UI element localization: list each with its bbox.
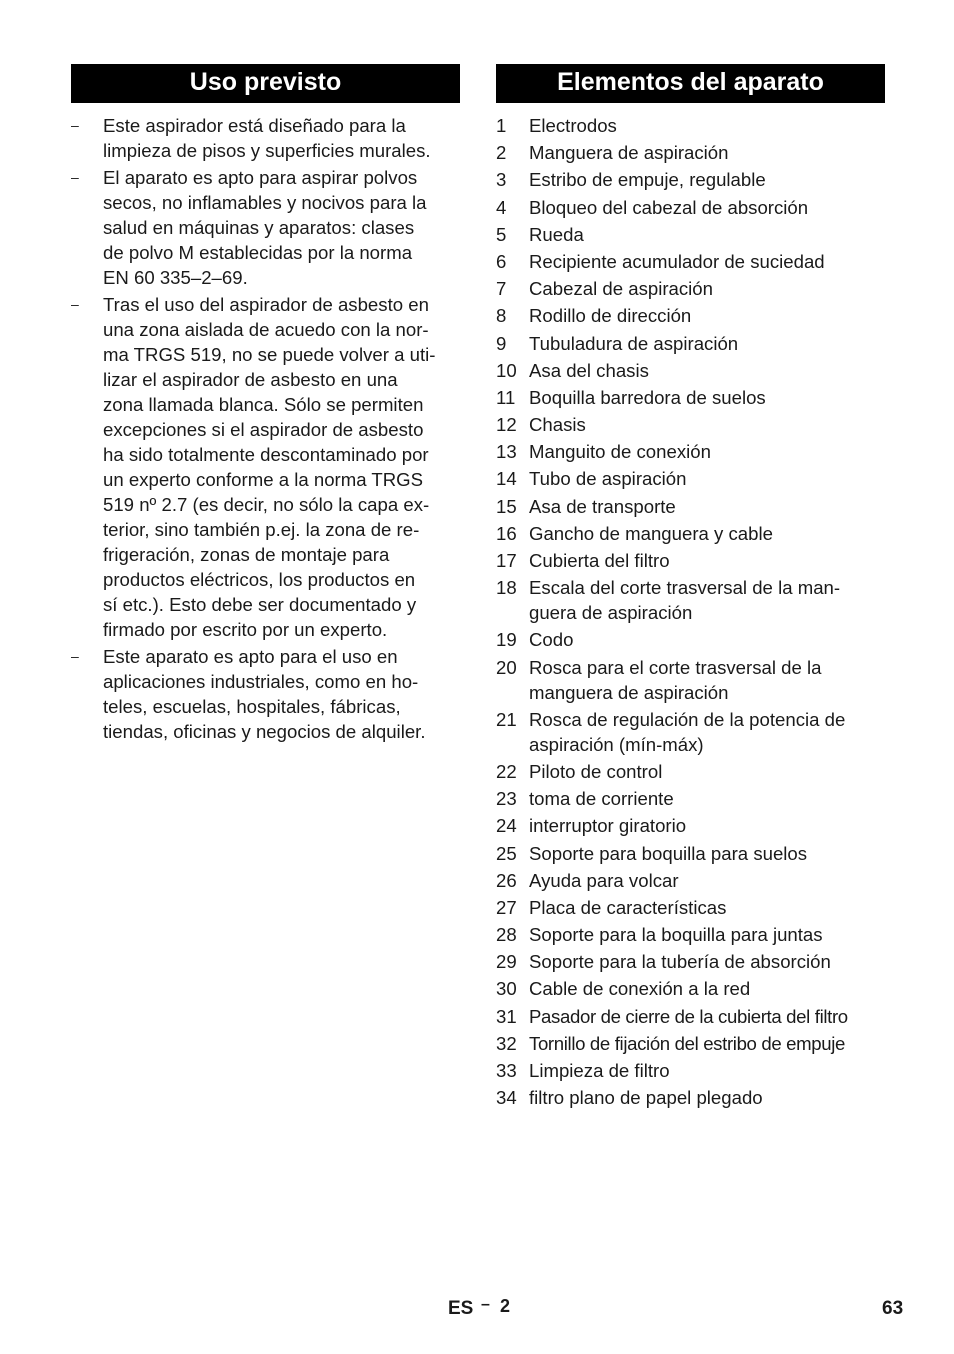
elemento-item	[496, 976, 885, 1001]
elemento-label-line: filtro plano de papel plegado	[529, 1087, 763, 1109]
uso-previsto-item-line: secos, no inflamables y nocivos para la	[103, 192, 427, 213]
elemento-item	[496, 922, 885, 947]
uso-previsto-item-line: excepciones si el aspirador de asbesto	[103, 419, 424, 440]
uso-previsto-item-line: tiendas, oficinas y negocios de alquiler.	[103, 721, 426, 742]
elemento-label-line: toma de corriente	[529, 788, 674, 810]
elementos-column	[496, 64, 885, 1112]
uso-previsto-item-line: salud en máquinas y aparatos: clases	[103, 217, 415, 238]
elemento-item	[496, 627, 885, 652]
elemento-item	[496, 868, 885, 893]
elemento-label-line: Tubuladura de aspiración	[529, 332, 739, 354]
elemento-number: 33	[496, 1060, 517, 1081]
elemento-item	[496, 140, 885, 165]
footer-section-page: 2	[500, 1296, 511, 1316]
elemento-number: 21	[496, 708, 517, 730]
elemento-number: 10	[496, 359, 517, 381]
elemento-label-line: Manguito de conexión	[529, 441, 711, 463]
elemento-label-line: Pasador de cierre de la cubierta del filtro	[529, 1005, 848, 1027]
elemento-item	[496, 303, 885, 328]
elemento-number: 22	[496, 760, 517, 782]
elemento-label-line: Rodillo de dirección	[529, 305, 692, 327]
elemento-number: 24	[496, 815, 517, 837]
uso-previsto-item	[71, 292, 460, 642]
elemento-number: 1	[496, 115, 507, 136]
footer-separator: –	[481, 1296, 490, 1313]
elemento-item	[496, 385, 885, 410]
elemento-item	[496, 276, 885, 301]
elemento-number: 9	[496, 332, 507, 354]
elemento-item	[496, 786, 885, 811]
footer-language-code: ES	[448, 1298, 474, 1319]
uso-previsto-item-line: firmado por escrito por un experto.	[103, 619, 388, 640]
elemento-number: 14	[496, 468, 517, 490]
bullet-dash: –	[71, 169, 79, 185]
elemento-label-line: Escala del corte trasversal de la man-	[529, 577, 841, 599]
elemento-label-line: Recipiente acumulador de suciedad	[529, 250, 825, 272]
elemento-number: 27	[496, 896, 517, 918]
uso-previsto-item	[71, 644, 460, 744]
elemento-item	[496, 1031, 885, 1056]
elemento-label-line: Cabezal de aspiración	[529, 278, 713, 300]
elemento-item	[496, 841, 885, 866]
elemento-label-line: Placa de características	[529, 896, 727, 918]
elemento-label-line: Tornillo de fijación del estribo de empuje	[529, 1032, 846, 1054]
elemento-item	[496, 113, 885, 138]
elemento-label-line: Codo	[529, 629, 574, 651]
uso-previsto-item-line: zona llamada blanca. Sólo se permiten	[103, 394, 424, 415]
elemento-item	[496, 813, 885, 838]
uso-previsto-item-line: aplicaciones industriales, como en ho-	[103, 671, 419, 692]
uso-previsto-heading: Uso previsto	[71, 64, 460, 103]
elemento-number: 28	[496, 924, 517, 946]
elemento-number: 5	[496, 223, 507, 245]
bullet-dash: –	[71, 117, 79, 133]
elemento-item	[496, 195, 885, 220]
uso-previsto-item-line: ha sido totalmente descontaminado por	[103, 444, 429, 465]
elemento-label-line: Soporte para la tubería de absorción	[529, 951, 831, 973]
uso-previsto-item	[71, 165, 460, 290]
elemento-item	[496, 1058, 885, 1083]
bullet-dash: –	[71, 296, 79, 312]
elemento-item	[496, 167, 885, 192]
uso-previsto-item-line: 519 nº 2.7 (es decir, no sólo la capa ex-	[103, 494, 430, 515]
elemento-label-line: guera de aspiración	[529, 602, 693, 624]
elemento-item	[496, 521, 885, 546]
elemento-number: 19	[496, 629, 517, 651]
elemento-item	[496, 707, 885, 757]
elemento-label-line: Boquilla barredora de suelos	[529, 386, 766, 408]
uso-previsto-item-line: teles, escuelas, hospitales, fábricas,	[103, 696, 401, 717]
elemento-label-line: Asa de transporte	[529, 495, 676, 517]
uso-previsto-item-line: Este aspirador está diseñado para la	[103, 115, 406, 136]
uso-previsto-item-line: de polvo M establecidas por la norma	[103, 242, 413, 263]
uso-previsto-item-line: terior, sino también p.ej. la zona de re-	[103, 519, 420, 540]
elemento-number: 30	[496, 978, 517, 1000]
elemento-label-line: aspiración (mín-máx)	[529, 733, 704, 755]
elemento-number: 20	[496, 656, 517, 678]
elemento-number: 29	[496, 951, 517, 973]
elemento-label-line: Tubo de aspiración	[529, 468, 687, 490]
uso-previsto-item-line: Este aparato es apto para el uso en	[103, 646, 398, 667]
uso-previsto-item-line: una zona aislada de acuedo con la nor-	[103, 319, 429, 340]
elemento-number: 18	[496, 577, 517, 599]
elementos-list	[496, 113, 885, 1110]
uso-previsto-item-line: lizar el aspirador de asbesto en una	[103, 369, 398, 390]
elemento-item	[496, 759, 885, 784]
elemento-label-line: Asa del chasis	[529, 359, 649, 381]
elemento-label-line: manguera de aspiración	[529, 681, 729, 703]
elemento-number: 12	[496, 414, 517, 436]
elemento-number: 15	[496, 495, 517, 517]
elemento-item	[496, 439, 885, 464]
uso-previsto-item-line: EN 60 335–2–69.	[103, 267, 248, 288]
elemento-label-line: Soporte para boquilla para suelos	[529, 842, 808, 864]
elemento-label-line: Estribo de empuje, regulable	[529, 169, 766, 191]
elemento-number: 13	[496, 441, 517, 463]
elemento-item	[496, 466, 885, 491]
uso-previsto-item-line: sí etc.). Esto debe ser documentado y	[103, 594, 417, 615]
elemento-item	[496, 249, 885, 274]
elemento-label-line: Rosca de regulación de la potencia de	[529, 708, 846, 730]
elemento-number: 3	[496, 169, 507, 191]
elemento-item	[496, 494, 885, 519]
elemento-item	[496, 548, 885, 573]
elemento-label-line: Limpieza de filtro	[529, 1060, 670, 1081]
uso-previsto-item-line: frigeración, zonas de montaje para	[103, 544, 390, 565]
elemento-label-line: Piloto de control	[529, 760, 663, 782]
elemento-label-line: Cable de conexión a la red	[529, 978, 751, 1000]
uso-previsto-item-line: un experto conforme a la norma TRGS	[103, 469, 424, 490]
elemento-label-line: Cubierta del filtro	[529, 550, 670, 571]
elemento-label-line: Rosca para el corte trasversal de la	[529, 656, 822, 678]
elemento-item	[496, 331, 885, 356]
elemento-label-line: Electrodos	[529, 115, 617, 136]
elemento-number: 34	[496, 1087, 517, 1109]
elemento-label-line: Rueda	[529, 223, 584, 245]
elemento-item	[496, 575, 885, 625]
elemento-number: 11	[496, 386, 516, 408]
footer-page-number: 63	[882, 1298, 904, 1319]
elemento-label-line: Gancho de manguera y cable	[529, 522, 773, 544]
elemento-label-line: interruptor giratorio	[529, 815, 687, 837]
elemento-item	[496, 949, 885, 974]
uso-previsto-item	[71, 113, 460, 163]
elemento-item	[496, 1004, 885, 1029]
bullet-dash: –	[71, 648, 79, 664]
elemento-number: 6	[496, 250, 507, 272]
elemento-number: 2	[496, 142, 507, 164]
elemento-label-line: Bloqueo del cabezal de absorción	[529, 196, 809, 218]
elemento-number: 17	[496, 550, 517, 571]
elemento-number: 23	[496, 788, 517, 810]
elemento-number: 26	[496, 869, 517, 891]
elemento-item	[496, 412, 885, 437]
elemento-number: 16	[496, 522, 517, 544]
elemento-label-line: Soporte para la boquilla para juntas	[529, 924, 823, 946]
uso-previsto-item-line: Tras el uso del aspirador de asbesto en	[103, 294, 429, 315]
uso-previsto-column	[71, 64, 460, 746]
elemento-number: 31	[496, 1005, 517, 1027]
elemento-number: 4	[496, 196, 507, 218]
elemento-number: 8	[496, 305, 507, 327]
elemento-label-line: Chasis	[529, 414, 586, 436]
elemento-label-line: Ayuda para volcar	[529, 869, 679, 891]
uso-previsto-item-line: ma TRGS 519, no se puede volver a uti-	[103, 344, 436, 365]
elemento-item	[496, 1085, 885, 1110]
uso-previsto-item-line: El aparato es apto para aspirar polvos	[103, 167, 418, 188]
elemento-item	[496, 895, 885, 920]
uso-previsto-list	[71, 113, 460, 744]
elemento-label-line: Manguera de aspiración	[529, 142, 729, 164]
elemento-number: 25	[496, 842, 517, 864]
elemento-item	[496, 655, 885, 705]
elemento-number: 32	[496, 1032, 517, 1054]
elemento-item	[496, 222, 885, 247]
elemento-item	[496, 358, 885, 383]
elemento-number: 7	[496, 278, 507, 300]
uso-previsto-item-line: productos eléctricos, los productos en	[103, 569, 416, 590]
uso-previsto-item-line: limpieza de pisos y superficies murales.	[103, 140, 431, 161]
elementos-heading: Elementos del aparato	[496, 64, 885, 103]
